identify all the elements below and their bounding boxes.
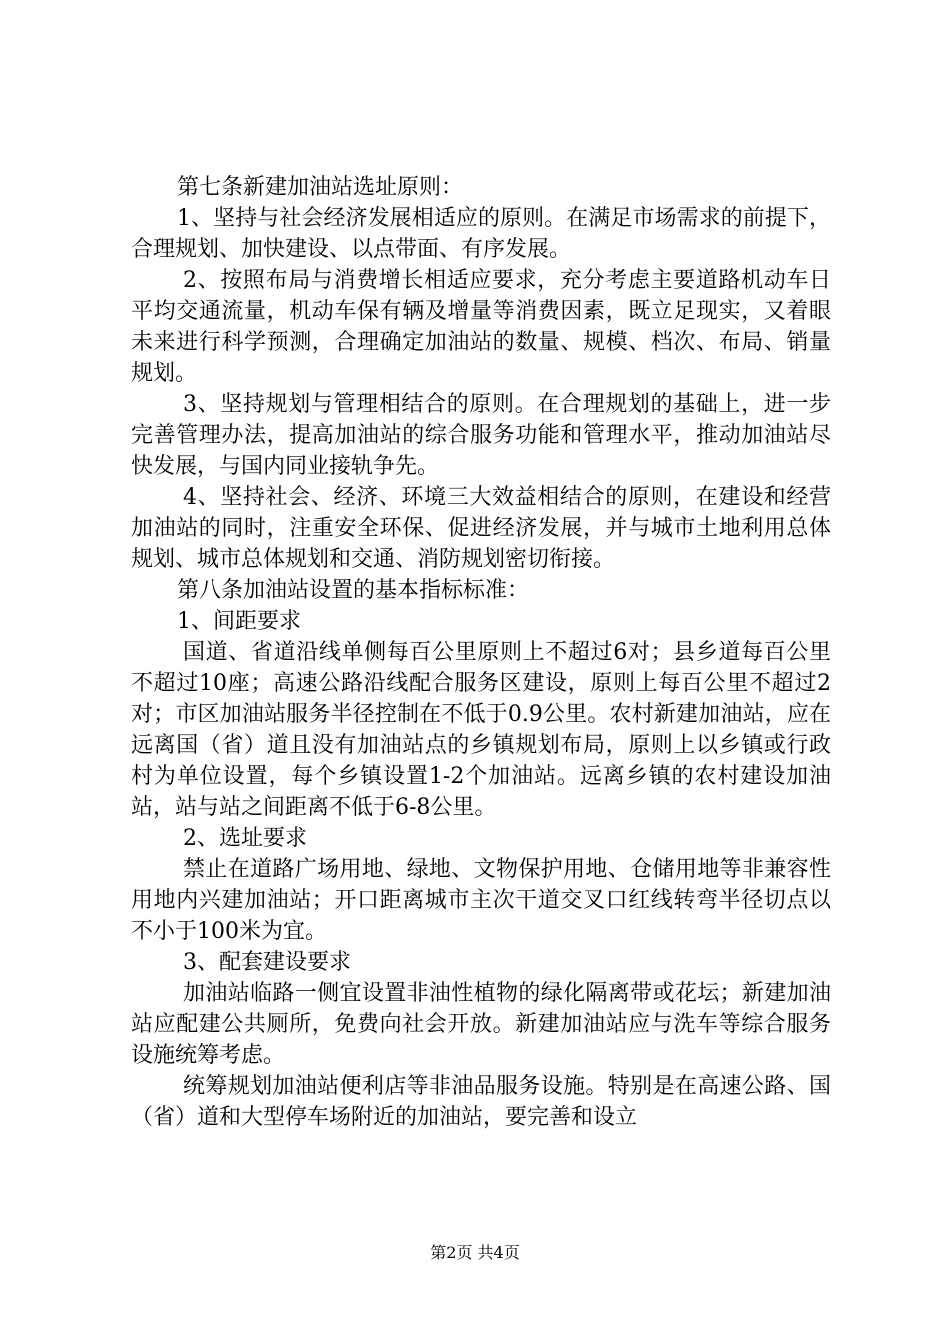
- page-number: 第2页: [430, 1243, 473, 1262]
- page-footer: [0, 1243, 950, 1263]
- section-spacing-heading: 1、间距要求: [177, 609, 301, 634]
- section-convenience-body: 统筹规划加油站便利店等非油品服务设施。特别是在高速公路、国（省）道和大型停车场附近的加油站，要完善和设立: [131, 1074, 831, 1130]
- article-7-item-2: 2、按照布局与消费增长相适应要求，充分考虑主要道路机动车日平均交通流量，机动车保有辆及增量等消费因素，既立足现实，又着眼未来进行科学预测，合理确定加油站的数量、规模、档次、布局、销量规划。: [131, 268, 831, 386]
- document-body: [131, 172, 831, 1133]
- section-spacing-body: 国道、省道沿线单侧每百公里原则上不超过6对；县乡道每百公里不超过10座；高速公路沿线配合服务区建设，原则上每百公里不超过2对；市区加油站服务半径控制在不低于0.9公里。农村新建加油站，应在远离国（省）道且没有加油站点的乡镇规划布局，原则上以乡镇或行政村为单位设置，每个乡镇设置1-2个加油站。远离乡镇的农村建设加油站，站与站之间距离不低于6-8公里。: [131, 640, 831, 820]
- article-7-item-1: 1、坚持与社会经济发展相适应的原则。在满足市场需求的前提下，合理规划、加快建设、以点带面、有序发展。: [131, 206, 831, 262]
- section-facilities-heading: 3、配套建设要求: [183, 950, 351, 975]
- section-siting-body: 禁止在道路广场用地、绿地、文物保护用地、仓储用地等非兼容性用地内兴建加油站；开口距离城市主次干道交叉口红线转弯半径切点以不小于100米为宜。: [131, 857, 831, 944]
- section-facilities-body: 加油站临路一侧宜设置非油性植物的绿化隔离带或花坛；新建加油站应配建公共厕所，免费向社会开放。新建加油站应与洗车等综合服务设施统筹考虑。: [131, 981, 831, 1068]
- section-siting-heading: 2、选址要求: [183, 826, 307, 851]
- page-total: 共4页: [477, 1243, 520, 1262]
- article-7-item-3: 3、坚持规划与管理相结合的原则。在合理规划的基础上，进一步完善管理办法，提高加油站的综合服务功能和管理水平，推动加油站尽快发展，与国内同业接轨争先。: [131, 392, 831, 479]
- article-8-heading: 第八条加油站设置的基本指标标准：: [177, 578, 530, 603]
- article-7-heading: 第七条新建加油站选址原则：: [177, 175, 464, 200]
- article-7-item-4: 4、坚持社会、经济、环境三大效益相结合的原则，在建设和经营加油站的同时，注重安全环保、促进经济发展，并与城市土地利用总体规划、城市总体规划和交通、消防规划密切衔接。: [131, 485, 831, 572]
